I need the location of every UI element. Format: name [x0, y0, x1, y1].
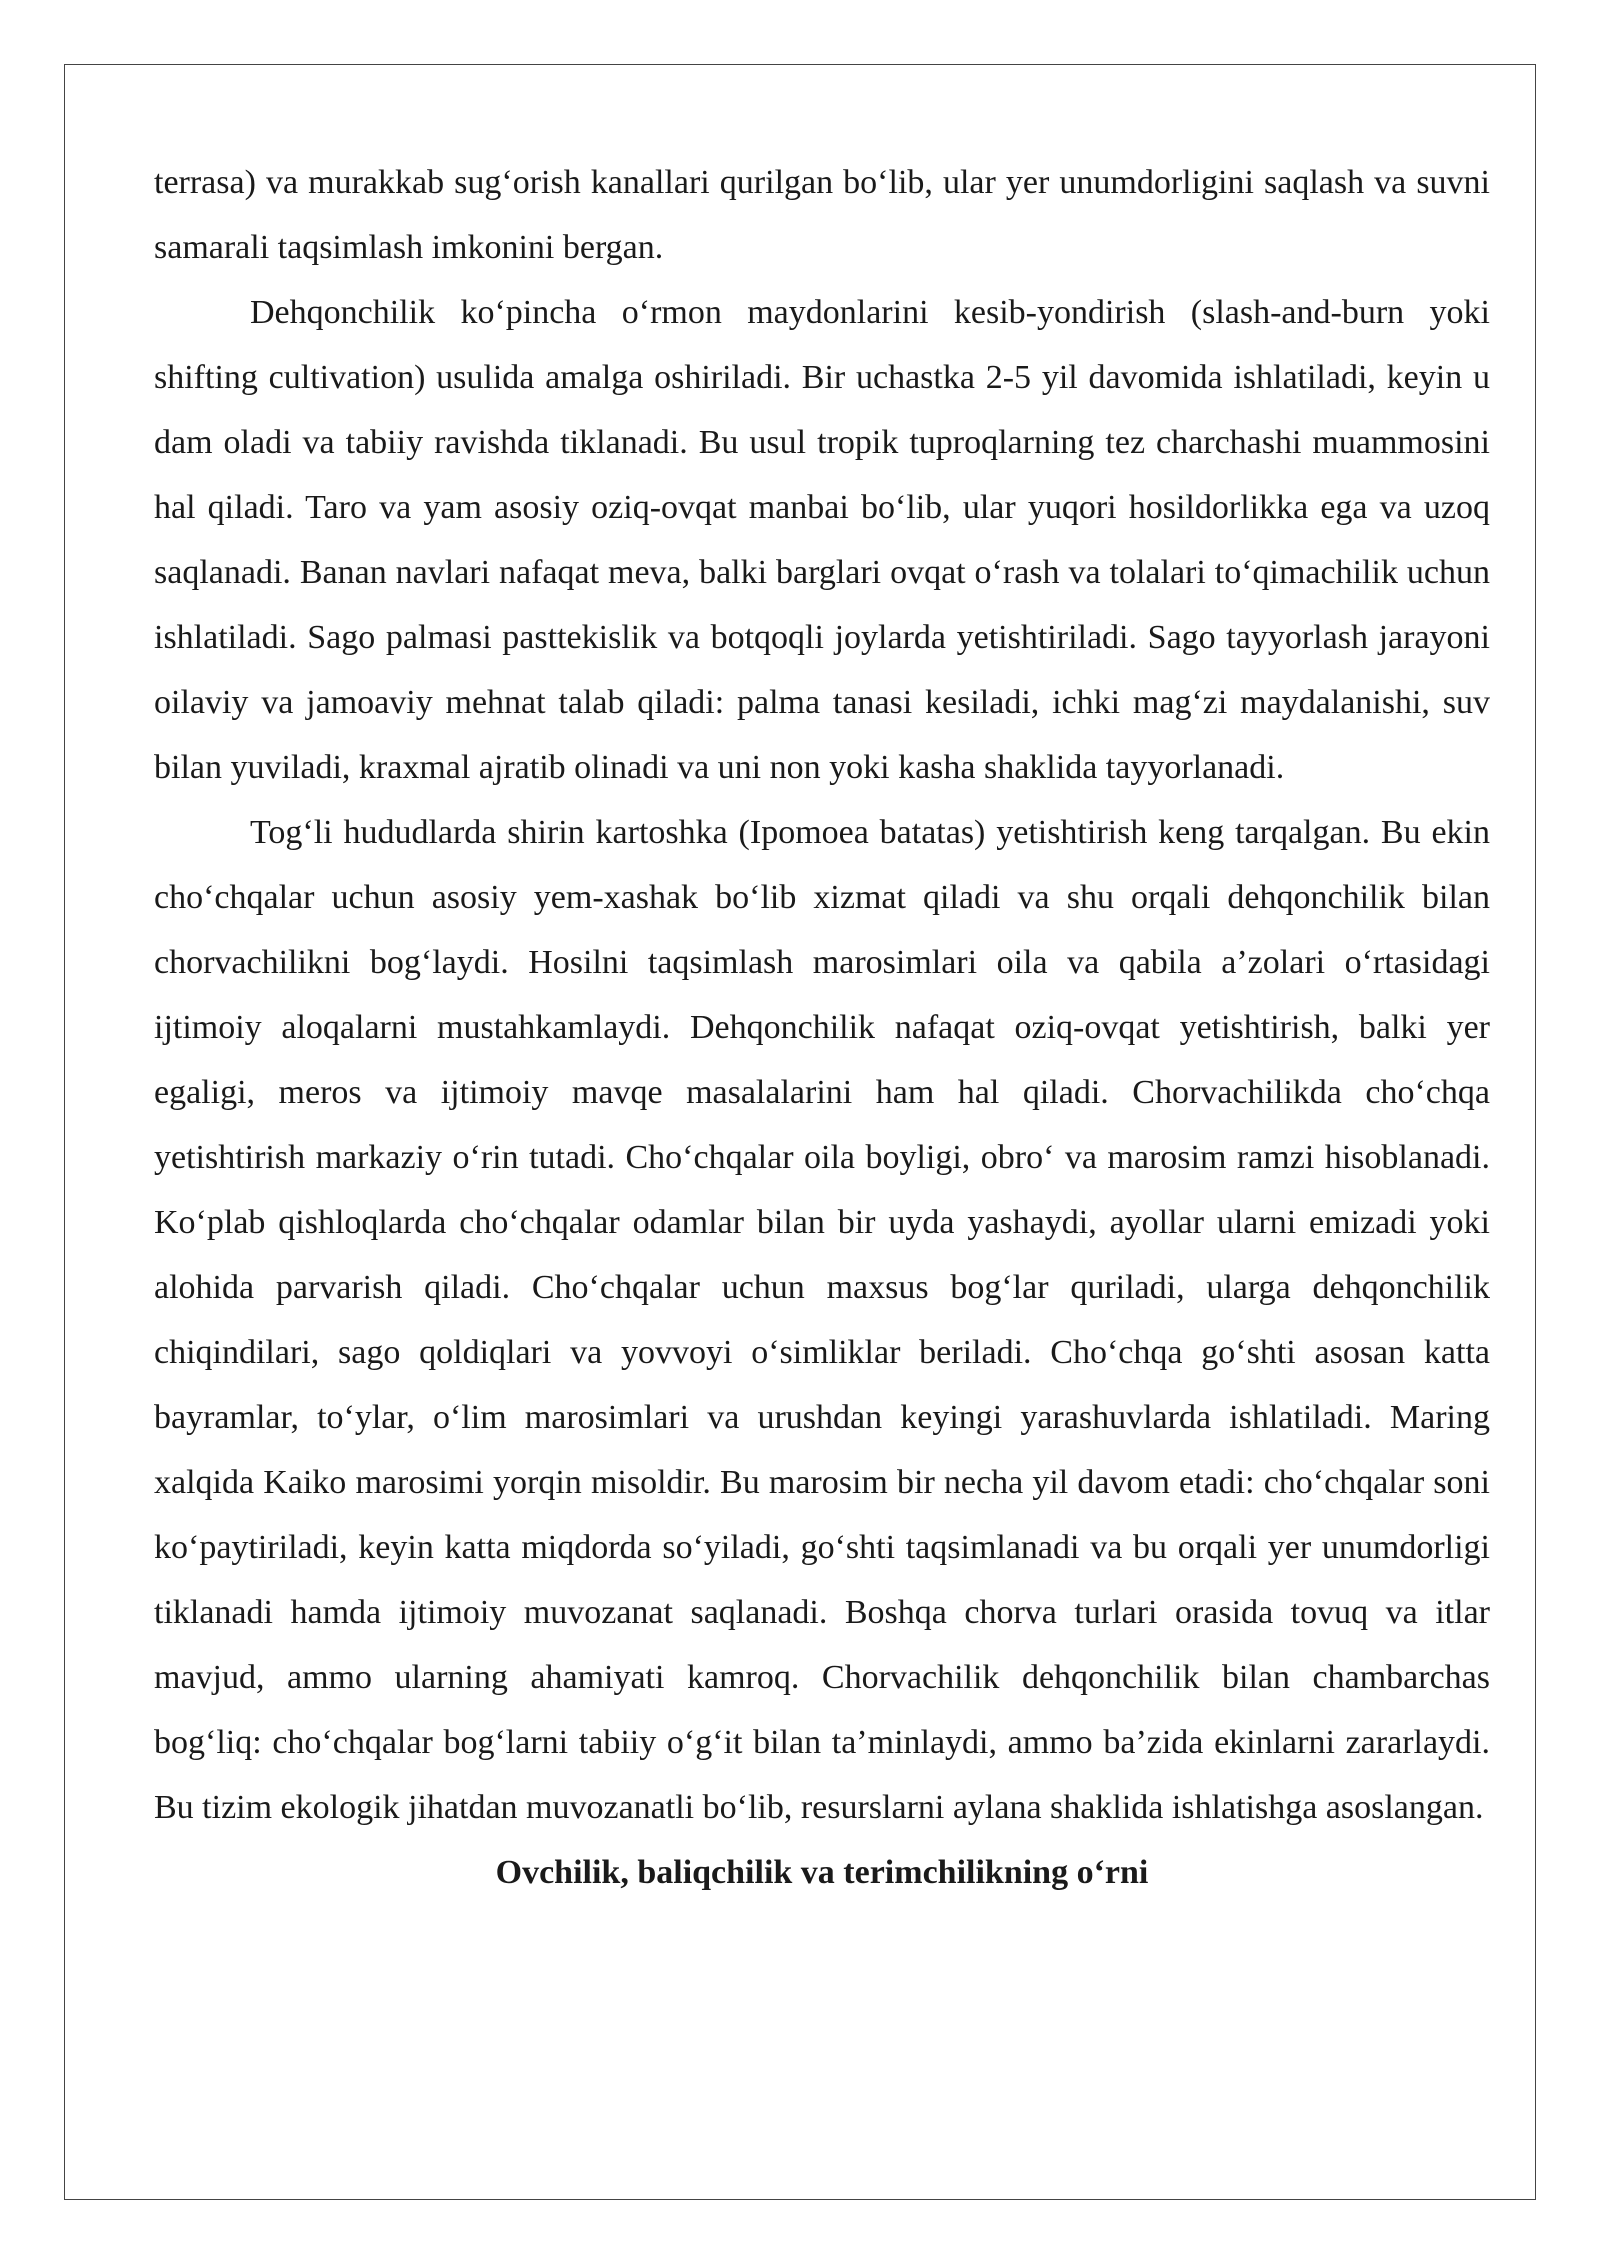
paragraph-highlands-livestock: Tog‘li hududlarda shirin kartoshka (Ipomoea batatas) yetishtirish keng tarqalgan. Bu ekin cho‘chqalar uchun asosiy yem-xashak bo‘lib xizmat qiladi va shu orqali dehqonchilik bilan chorvachilikni bog‘laydi. Hosilni taqsimlash marosimlari oila va qabila a’zolari o‘rtasidagi ijtimoiy aloqalarni mustahkamlaydi. Dehqonchilik nafaqat oziq-ovqat yetishtirish, balki yer egaligi, meros va ijtimoiy mavqe masalalarini ham hal qiladi. Chorvachilikda cho‘chqa yetishtirish markaziy o‘rin tutadi. Cho‘chqalar oila boyligi, obro‘ va marosim ramzi hisoblanadi. Ko‘plab qishloqlarda cho‘chqalar odamlar bilan bir uyda yashaydi, ayollar ularni emizadi yoki alohida parvarish qiladi. Cho‘chqalar uchun maxsus bog‘lar quriladi, ularga dehqonchilik chiqindilari, sago qoldiqlari va yovvoyi o‘simliklar beriladi. Cho‘chqa go‘shti asosan katta bayramlar, to‘ylar, o‘lim marosimlari va urushdan keyingi yarashuvlarda ishlatiladi. Maring xalqida Kaiko marosimi yorqin misoldir. Bu marosim bir necha yil davom etadi: cho‘chqalar soni ko‘paytiriladi, keyin katta miqdorda so‘yiladi, go‘shti taqsimlanadi va bu orqali yer unumdorligi tiklanadi hamda ijtimoiy muvozanat saqlanadi. Boshqa chorva turlari orasida tovuq va itlar mavjud, ammo ularning ahamiyati kamroq. Chorvachilik dehqonchilik bilan chambarchas bog‘liq: cho‘chqalar bog‘larni tabiiy o‘g‘it bilan ta’minlaydi, ammo ba’zida ekinlarni zararlaydi. Bu tizim ekologik jihatdan muvozanatli bo‘lib, resurslarni aylana shaklida ishlatishga asoslangan. — [154, 814, 1490, 1826]
section-heading: Ovchilik, baliqchilik va terimchilikning o‘rni — [495, 1854, 1149, 1891]
paragraph-agriculture: Dehqonchilik ko‘pincha o‘rmon maydonlarini kesib-yondirish (slash-and-burn yoki shifting cultivation) usulida amalga oshiriladi. Bir uchastka 2-5 yil davomida ishlatiladi, keyin u dam oladi va tabiiy ravishda tiklanadi. Bu usul tropik tuproqlarning tez charchashi muammosini hal qiladi. Taro va yam asosiy oziq-ovqat manbai bo‘lib, ular yuqori hosildorlikka ega va uzoq saqlanadi. Banan navlari nafaqat meva, balki barglari ovqat o‘rash va tolalari to‘qimachilik uchun ishlatiladi. Sago palmasi pasttekislik va botqoqli joylarda yetishtiriladi. Sago tayyorlash jarayoni oilaviy va jamoaviy mehnat talab qiladi: palma tanasi kesiladi, ichki mag‘zi maydalanishi, suv bilan yuviladi, kraxmal ajratib olinadi va uni non yoki kasha shaklida tayyorlanadi. — [154, 294, 1490, 786]
document-body — [154, 150, 1490, 1905]
paragraph-continuation: terrasa) va murakkab sug‘orish kanallari qurilgan bo‘lib, ular yer unumdorligini saqlash va suvni samarali taqsimlash imkonini bergan. — [154, 164, 1490, 266]
